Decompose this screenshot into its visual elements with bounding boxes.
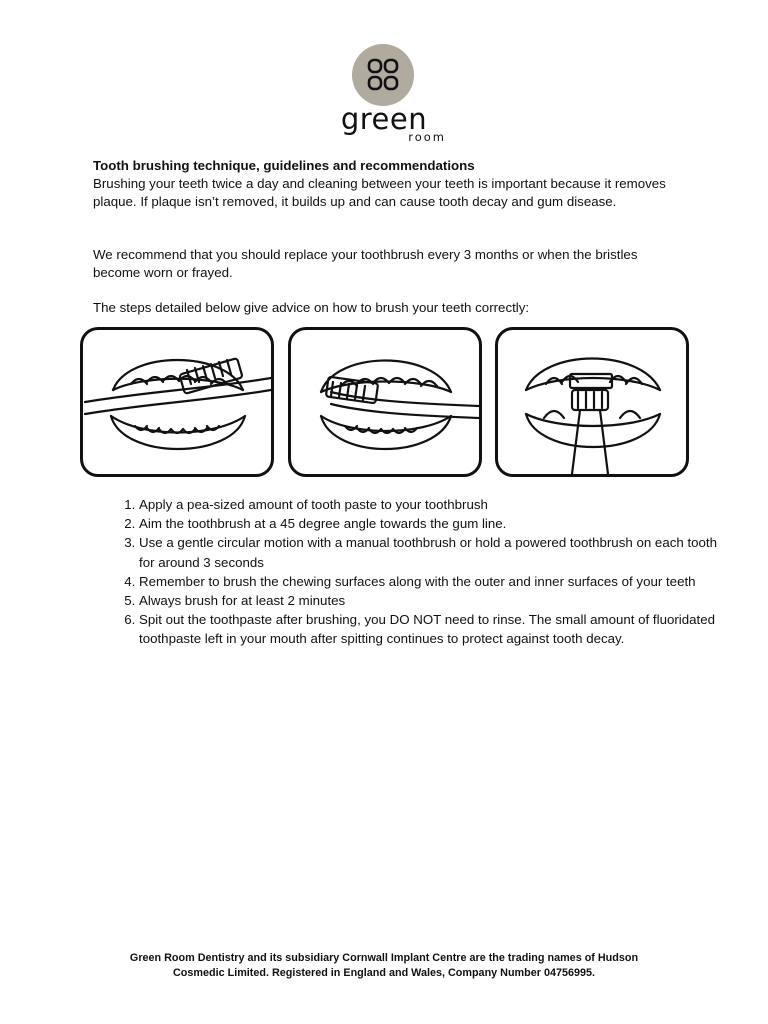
brushing-steps-list — [93, 495, 729, 649]
list-item: 6. Spit out the toothpaste after brushing, you DO NOT need to rinse. The small amount of fluoridated toothpaste left in your mouth after spitting continues to protect against tooth decay. — [139, 610, 729, 648]
footer-line-2: Cosmedic Limited. Registered in England and Wales, Company Number 04756995. — [173, 967, 595, 979]
footer-line-1: Green Room Dentistry and its subsidiary Cornwall Implant Centre are the trading names of Hudson — [129, 952, 639, 964]
page-heading: Tooth brushing technique, guidelines and recommendations — [93, 158, 475, 173]
replace-brush-paragraph: We recommend that you should replace your toothbrush every 3 months or when the bristles become worn or frayed. — [93, 247, 638, 280]
logo-emblem — [352, 44, 414, 106]
logo-subtitle: room — [408, 130, 446, 144]
intro-paragraph: Brushing your teeth twice a day and cleaning between your teeth is important because it removes plaque. If plaque isn’t removed, it builds up and can cause tooth decay and gum disease. — [93, 176, 666, 209]
steps-intro-paragraph: The steps detailed below give advice on how to brush your teeth correctly: — [93, 300, 530, 315]
list-item: 4. Remember to brush the chewing surfaces along with the outer and inner surfaces of your teeth — [139, 572, 729, 591]
brush-inner-surface-illustration — [495, 327, 689, 477]
green-room-logo — [322, 42, 446, 144]
company-footer — [80, 951, 688, 981]
brush-outer-surface-illustration — [80, 327, 274, 477]
logo-wordmark: green — [340, 102, 428, 136]
brush-angle-illustration — [288, 327, 482, 477]
list-item: 5. Always brush for at least 2 minutes — [139, 591, 729, 610]
list-item: 1. Apply a pea-sized amount of tooth paste to your toothbrush — [139, 495, 729, 514]
list-item: 2. Aim the toothbrush at a 45 degree angle towards the gum line. — [139, 514, 729, 533]
illustration-strip — [80, 327, 686, 475]
list-item: 3. Use a gentle circular motion with a manual toothbrush or hold a powered toothbrush on each tooth for around 3 seconds — [139, 533, 729, 571]
